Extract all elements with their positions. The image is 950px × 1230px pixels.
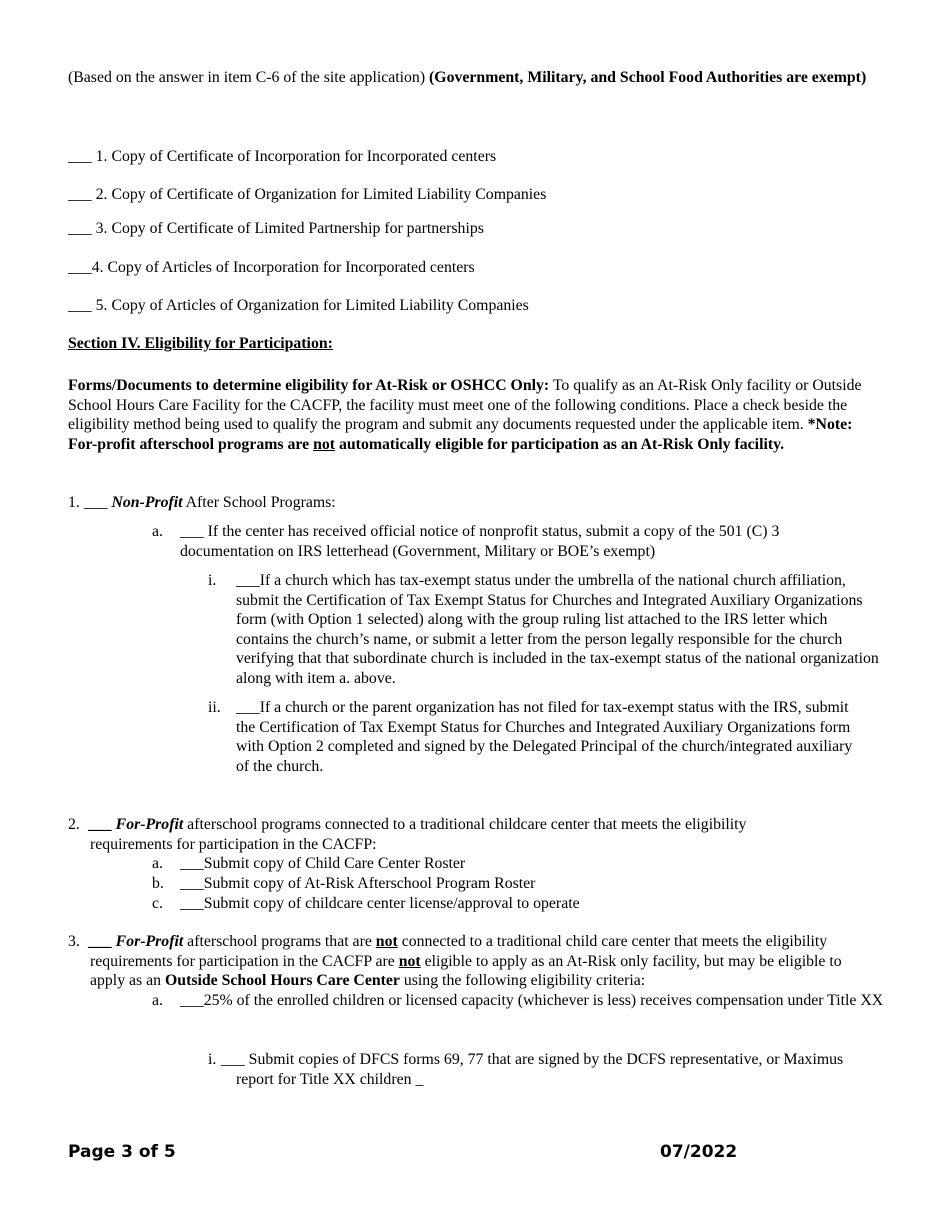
blank-line: ___ [68, 220, 92, 237]
item-text [90, 932, 860, 991]
sub-text [180, 894, 580, 914]
intro-exempt-note: (Government, Military, and School Food Authorities are exempt) [429, 69, 867, 86]
sub-text-body: Submit copy of Child Care Center Roster [203, 855, 466, 872]
sub-label: ii. [208, 699, 221, 716]
text-part-3: eligible to apply as an At-Risk only facility, but may be eligible to apply as an [90, 952, 842, 990]
note-not: not [313, 435, 336, 453]
sub-text [180, 522, 840, 561]
text-part-2: connected to a traditional child care center that meets the eligibility requirements for participation in the CACFP are [90, 933, 828, 970]
sub-text [221, 1050, 856, 1089]
item-number: 3. [68, 933, 80, 950]
blank-line: ___ [83, 494, 108, 511]
blank-line: ___ [180, 875, 204, 892]
sub-text [180, 874, 535, 894]
forms-lead: Forms/Documents to determine eligibility for At-Risk or OSHCC Only: [68, 377, 550, 394]
text-part-4: using the following eligibility criteria: [399, 972, 646, 990]
document-item-5 [68, 296, 529, 316]
sub-text [236, 571, 880, 689]
not-emphasis-1: not [375, 933, 398, 950]
intro-text: (Based on the answer in item C-6 of the site application) [68, 69, 430, 86]
sub-text [236, 698, 854, 776]
document-item-1 [68, 147, 496, 167]
sub-label: a. [152, 992, 163, 1009]
blank-line: ___ [180, 855, 204, 872]
item-number: 1. [68, 494, 80, 511]
sub-text-body: Submit copy of childcare center license/approval to operate [203, 895, 580, 912]
item-number: 2. [68, 816, 80, 833]
oshcc-name: Outside School Hours Care Center [165, 972, 400, 990]
blank-line: ___ [180, 992, 204, 1009]
sub-text-body: If the center has received official notice of nonprofit status, submit a copy of the 501 (C) 3 documentation on IRS letterhead (Government, Military or BOE’s exempt) [180, 523, 780, 560]
item-text: After School Programs: [182, 494, 336, 511]
sub-label: a. [152, 855, 163, 872]
blank-line: ___ [68, 186, 92, 203]
sub-label: c. [152, 895, 163, 912]
sub-label: a. [152, 523, 163, 540]
item-1-heading [68, 493, 336, 513]
blank-line: ___ [68, 259, 92, 276]
item-text [90, 815, 810, 854]
forms-paragraph [68, 376, 883, 454]
sub-text [180, 991, 885, 1011]
blank-line: ___ [88, 816, 112, 833]
sub-text-body: Submit copy of At-Risk Afterschool Program Roster [203, 875, 536, 892]
blank-line: ___ [221, 1051, 245, 1068]
blank-line: ___ [88, 933, 112, 950]
forms-body: To qualify as an At-Risk Only facility or Outside School Hours Care Facility for the CACFP, the facility must meet one of the following conditions. Place a check beside the eligibility method being used to qualify the program and submit any documents requested under the applicable item. [68, 377, 862, 434]
blank-line: ___ [180, 523, 204, 540]
item-text-body: afterschool programs connected to a traditional childcare center that meets the eligibility requirements for participation in the CACFP: [90, 816, 747, 853]
document-item-3 [68, 219, 484, 239]
blank-line: ___ [68, 297, 92, 314]
page-number: Page 3 of 5 [68, 1142, 176, 1162]
document-text: 3. Copy of Certificate of Limited Partnership for partnerships [91, 220, 484, 237]
document-item-4 [68, 258, 475, 278]
text-part-1: afterschool programs that are [183, 933, 376, 950]
blank-line: ___ [68, 148, 92, 165]
sub-text-body: If a church which has tax-exempt status under the umbrella of the national church affiliation, submit the Certification of Tax Exempt Status for Churches and Integrated Auxiliary Organizations form (with Option 1 selected) along with the group ruling list attached to the IRS letter which contains the church’s name, or submit a letter from the person legally responsible for the church verifying that that subordinate church is included in the tax-exempt status of the national organization along with item a. above. [236, 572, 879, 687]
blank-line: ___ [236, 572, 260, 589]
sub-text-body: If a church or the parent organization has not filed for tax-exempt status with the IRS, submit the Certification of Tax Exempt Status for Churches and Integrated Auxiliary Organizations form with Option 2 completed and signed by the Delegated Principal of the church/integrated auxiliary of the church. [236, 699, 853, 775]
blank-line: ___ [236, 699, 260, 716]
sub-text [180, 854, 465, 874]
document-text: 5. Copy of Articles of Organization for Limited Liability Companies [91, 297, 529, 314]
sub-text-body: Submit copies of DFCS forms 69, 77 that are signed by the DCFS representative, or Maximus report for Title XX children _ [236, 1051, 844, 1088]
item-type: For-Profit [115, 816, 184, 833]
sub-text-body: 25% of the enrolled children or licensed capacity (whichever is less) receives compensation under Title XX [203, 992, 884, 1009]
revision-date: 07/2022 [660, 1142, 738, 1162]
sub-label: i. [208, 572, 217, 589]
blank-line: ___ [180, 895, 204, 912]
document-item-2 [68, 185, 546, 205]
document-text: 4. Copy of Articles of Incorporation for Incorporated centers [91, 259, 475, 276]
note-a: *Note: For-profit afterschool programs are [68, 416, 853, 453]
section-heading: Section IV. Eligibility for Participation: [68, 335, 333, 352]
sub-label: i. [208, 1051, 217, 1068]
item-type: Non-Profit [111, 494, 183, 511]
sub-label: b. [152, 875, 164, 892]
document-text: 1. Copy of Certificate of Incorporation for Incorporated centers [91, 148, 497, 165]
intro-paragraph [68, 68, 868, 88]
document-text: 2. Copy of Certificate of Organization for Limited Liability Companies [91, 186, 547, 203]
item-type: For-Profit [115, 933, 184, 950]
note-b: automatically eligible for participation as an At-Risk Only facility. [335, 435, 785, 453]
not-emphasis-2: not [398, 952, 421, 970]
